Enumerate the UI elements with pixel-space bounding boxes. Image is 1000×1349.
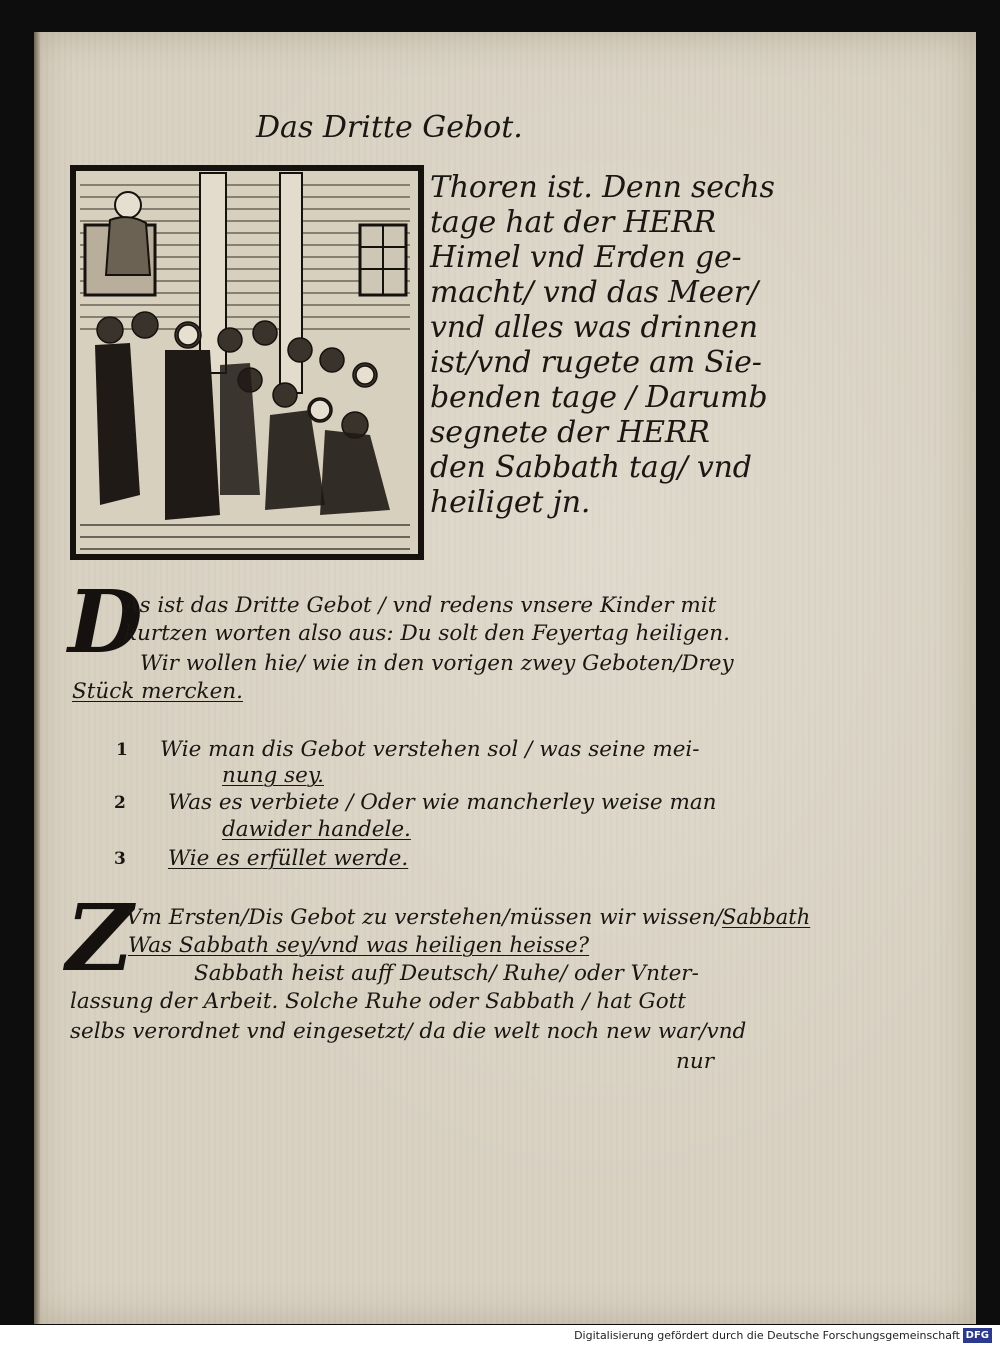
column-line: segnete der HERR (430, 415, 710, 450)
column-line: vnd alles was drinnen (430, 310, 758, 345)
column-line: tage hat der HERR (430, 205, 716, 240)
catchword: nur (676, 1049, 714, 1074)
column-line: benden tage / Darumb (430, 380, 768, 415)
drop-cap-d: D (68, 572, 143, 673)
point-line: dawider handele. (222, 817, 411, 842)
paragraph-line: As ist das Dritte Gebot / vnd redens vnsere Kinder mit (124, 593, 717, 618)
column-line: Thoren ist. Denn sechs (430, 170, 775, 205)
point-line: Was es verbiete / Oder wie mancherley weise man (168, 790, 717, 815)
column-line: Himel vnd Erden ge- (430, 240, 742, 275)
page-header: Das Dritte Gebot. (256, 110, 523, 145)
paragraph-line: Sabbath heist auff Deutsch/ Ruhe/ oder Vnter- (194, 961, 699, 986)
paragraph-line: lassung der Arbeit. Solche Ruhe oder Sabbath / hat Gott (70, 989, 686, 1014)
paragraph-line: selbs verordnet vnd eingesetzt/ da die welt noch new war/vnd (70, 1019, 747, 1044)
paragraph-line: Stück mercken. (72, 679, 243, 704)
column-line: macht/ vnd das Meer/ (430, 275, 758, 310)
point-number: 3 (114, 849, 126, 869)
column-line: den Sabbath tag/ vnd (430, 450, 752, 485)
point-line: nung sey. (222, 763, 325, 788)
drop-cap-z: Z (66, 884, 134, 992)
column-line: heiliget jn. (430, 485, 591, 520)
paragraph-line: Was Sabbath sey/vnd was heiligen heisse? (128, 933, 590, 958)
point-line: Wie es erfüllet werde. (168, 846, 409, 871)
point-line: Wie man dis Gebot verstehen sol / was seine mei- (160, 737, 700, 762)
paragraph-line: Vm Ersten/Dis Gebot zu verstehen/müssen wir wissen/ (126, 905, 723, 930)
page-gutter (34, 32, 40, 1324)
dfg-logo: DFG (963, 1328, 992, 1343)
paragraph-line: kurtzen worten also aus: Du solt den Feyertag heiligen. (124, 621, 730, 646)
paragraph-line: Wir wollen hie/ wie in den vorigen zwey Geboten/Drey (140, 651, 734, 676)
woodcut-illustration (70, 165, 424, 560)
column-line: ist/vnd rugete am Sie- (430, 345, 762, 380)
point-number: 2 (114, 793, 126, 813)
point-number: 1 (116, 740, 128, 760)
footer-credit: Digitalisierung gefördert durch die Deutsche Forschungsgemeinschaft (574, 1329, 960, 1342)
margin-note: Sabbath (722, 905, 811, 929)
